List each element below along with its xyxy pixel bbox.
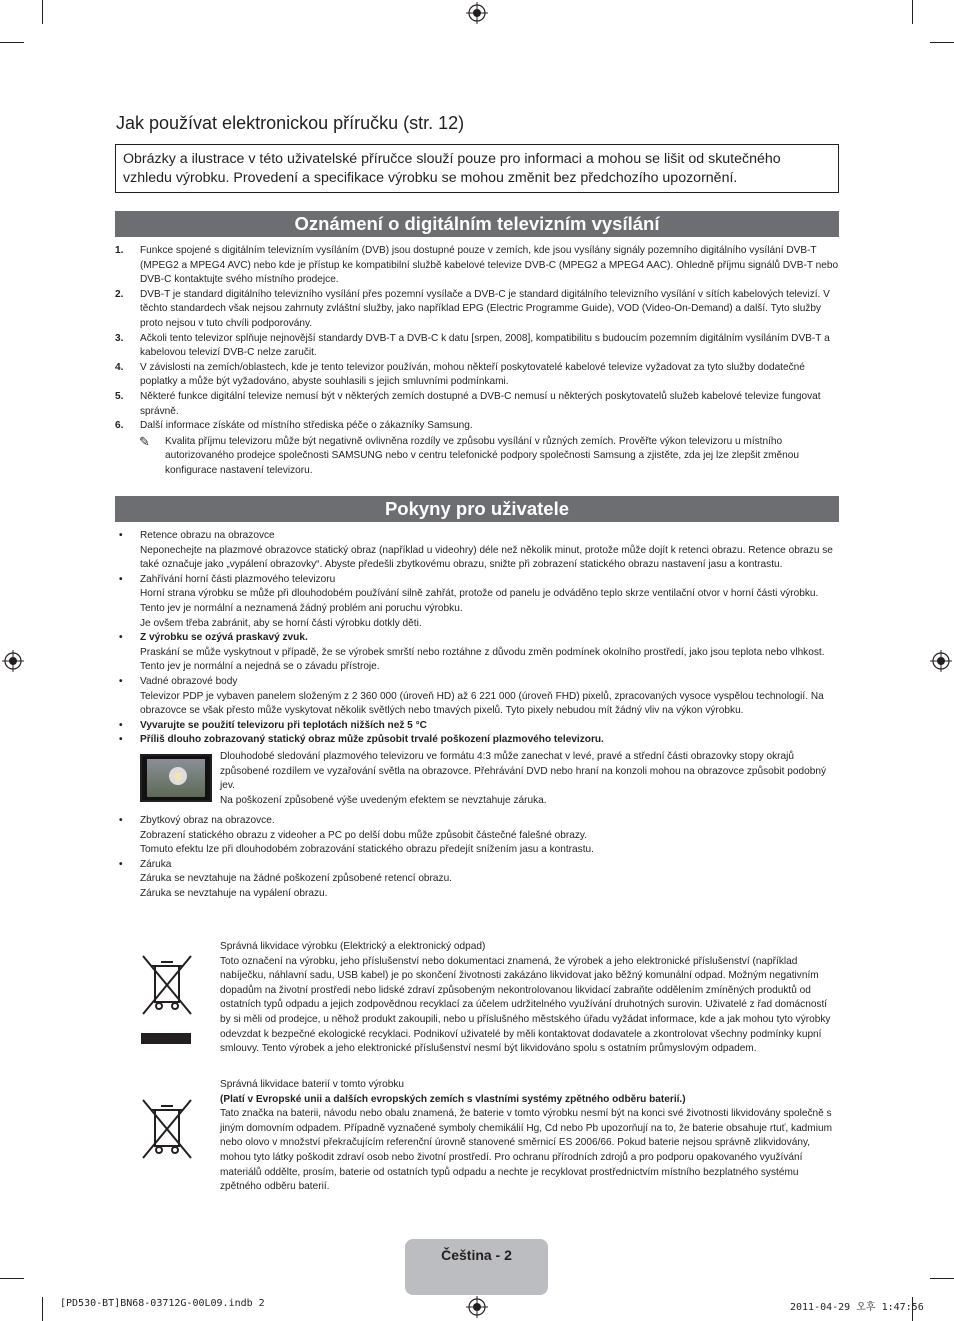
crop-mark: [0, 1278, 24, 1279]
bullet-icon: •: [119, 573, 123, 585]
crop-mark: [42, 1297, 43, 1321]
tv-screen-image: [140, 754, 212, 802]
bullet-paragraph: Neponechejte na plazmové obrazovce statický obraz (například u videohry) déle než několik minut, protože může dojít k retenci obrazu. Retence obrazu se také označuje jako „vypálení obrazovky“. Abyste předešli zbytkovému obrazu, snižte při zobrazení statického obrazu nastavení jasu a kontrastu.: [140, 544, 833, 571]
disposal-text: Toto označení na výrobku, jeho příslušenství nebo dokumentaci znamená, že výrobek a jeho elektronické příslušenství (například nabíječku, náhlavní sadu, USB kabel) je po skončení životnosti zakázáno likvidovat jako běžný komunální odpad. Možným negativním dopadům na životní prostředí nebo lidské zdraví způsobeným nekontrolovanou likvidací zabraňte oddělením zmíněných produktů od ostatních typů odpadu a jejich zodpovědnou recyklací za účelem udržitelného využívání druhotných surovin. Uživatelé z řad domácností by si měli od prodejce, u něhož produkt zakoupili, nebo u příslušného městského úřadu vyžádat informace, kde a jak mohou tyto výrobky odevzdat k bezpečné ekologické recyklaci. Podnikoví uživatelé by měli kontaktovat dodavatele a zkontrolovat všechny podmínky kupní smlouvy. Tento výrobek a jeho elektronické příslušenství nesmí být likvidováno spolu s ostatním průmyslovým odpadem.: [220, 955, 831, 1055]
page-number-tab: Čeština - 2: [405, 1239, 548, 1295]
bullet-title: Retence obrazu na obrazovce: [140, 530, 275, 541]
list-item: [115, 361, 839, 390]
item-number: 2.: [115, 288, 124, 300]
list-item: [115, 529, 839, 573]
disposal-title: Správná likvidace baterií v tomto výrobku: [220, 1079, 405, 1090]
bullet-title: Příliš dlouho zobrazovaný statický obraz může způsobit trvalé poškození plazmového televizoru.: [140, 734, 604, 746]
burn-in-paragraph: Na poškození způsobené výše uvedeným efektem se nevztahuje záruka.: [220, 794, 547, 806]
bullet-paragraph: Televizor PDP je vybaven panelem složeným z 2 360 000 (úroveň HD) až 6 221 000 (úroveň FHD) pixelů, zpracovaných vysoce vyspělou technologií. Na obrazovce se však přesto může vyskytovat několik světlých nebo tmavých pixelů. Tyto pixely nebudou mít žádný vliv na výkon výrobku.: [140, 690, 824, 717]
registration-mark-icon: [930, 650, 952, 672]
list-item: [115, 858, 839, 902]
item-text: Některé funkce digitální televize nemusí být v některých zemích dostupné a DVB-C nemusí u některých poskytovatelů služeb kabelové televize fungovat správně.: [140, 390, 821, 417]
list-item: [115, 332, 839, 361]
bullet-title: Záruka: [140, 858, 172, 870]
digital-broadcast-list: [115, 244, 839, 479]
list-item: [115, 814, 839, 858]
user-instructions-list: [115, 529, 839, 901]
bullet-paragraph: Zobrazení statického obrazu z videoher a PC po delší dobu může způsobit částečné falešné obrazy.: [140, 829, 587, 841]
item-number: 1.: [115, 245, 124, 256]
bullet-title: Z výrobku se ozývá praskavý zvuk.: [140, 632, 308, 644]
item-text: Funkce spojené s digitálním televizním vysíláním (DVB) jsou dostupné pouze v zemích, kde jsou vysílány signály pozemního digitálního vysílání DVB-T (MPEG2 a MPEG4 AVC) nebo kde je přístup ke kompatibilní službě kabelové televize DVB-C (MPEG2 a MPEG4 AAC). Ohledně příjmu signálů DVB-T nebo DVB-C kontaktujte svého místního prodejce.: [140, 245, 839, 286]
bullet-title: Zahřívání horní části plazmového televizoru: [140, 573, 336, 585]
battery-disposal: [115, 1078, 839, 1195]
bullet-icon: •: [119, 530, 123, 541]
item-number: 4.: [115, 361, 124, 373]
bullet-paragraph: Záruka se nevztahuje na žádné poškození způsobené retencí obrazu.: [140, 873, 452, 885]
bullet-icon: •: [119, 632, 123, 644]
bullet-paragraph: Tomuto efektu lze při dlouhodobém zobrazování statického obrazu předejít snížením jasu a kontrastu.: [140, 844, 594, 856]
bullet-icon: •: [119, 719, 123, 731]
crop-mark: [42, 0, 43, 24]
crop-mark: [930, 1278, 954, 1279]
item-text: Ačkoli tento televizor splňuje nejnovější standardy DVB-T a DVB-C k datu [srpen, 2008], kompatibilitu s budoucím pozemním digitálním vysíláním DVB-T a kabelovou televizí DVB-C nelze zaručit.: [140, 332, 830, 359]
print-timestamp: 2011-04-29 오후 1:47:56: [790, 1302, 924, 1313]
note: [115, 435, 839, 479]
bullet-icon: •: [119, 675, 123, 687]
list-item: [115, 390, 839, 419]
note-text: Kvalita příjmu televizoru může být negativně ovlivněna rozdíly ve způsobu vysílání v různých zemích. Prověřte výkon televizoru u místního autorizovaného prodejce společnosti SAMSUNG nebo v centru telefonické podpory společnosti Samsung a zjistěte, zda jej lze zlepšit změnou konfigurace nastavení televizoru.: [165, 435, 800, 476]
crossed-out-wheelie-bin-icon: [137, 1096, 197, 1170]
section-title-digital-broadcast: Oznámení o digitálním televizním vysílání: [115, 211, 839, 237]
list-item: [115, 631, 839, 675]
bullet-paragraph: Horní strana výrobku se může při dlouhodobém používání silně zahřát, protože od panelu je odváděno teplo skrze ventilační otvor v horní části výrobku.: [140, 588, 819, 600]
list-item: [115, 244, 839, 288]
file-slug: [PD530-BT]BN68-03712G-00L09.indb 2: [60, 1298, 265, 1309]
list-item: [115, 733, 839, 748]
list-item: [115, 419, 839, 434]
crop-mark: [930, 42, 954, 43]
weee-disposal: [115, 940, 839, 1057]
burn-in-paragraph: Dlouhodobé sledování plazmového televizoru ve formátu 4:3 může zanechat v levé, pravé a střední části obrazovky stopy okrajů způsobené rozdílem ve vyzařování světla na obrazovce. Přehrávání DVD nebo hraní na konzoli mohou na obrazovce způsobit podobný jev.: [220, 750, 826, 792]
bullet-title: Vadné obrazové body: [140, 675, 238, 687]
disposal-subtitle: (Platí v Evropské unii a dalších evropských zemích s vlastními systémy zpětného odběru baterií.): [220, 1093, 686, 1105]
item-number: 3.: [115, 332, 124, 344]
black-bar-marking: [141, 1033, 191, 1044]
item-text: V závislosti na zemích/oblastech, kde je tento televizor používán, mohou někteří poskytovatelé kabelové televize vyžadovat za tyto služby dodatečné poplatky a může být vyžadováno, abyste souhlasili s jejich smluvními podmínkami.: [140, 361, 805, 388]
section-title-user-instructions: Pokyny pro uživatele: [115, 496, 839, 522]
bullet-icon: •: [119, 734, 123, 746]
bullet-title: Zbytkový obraz na obrazovce.: [140, 814, 275, 826]
item-number: 5.: [115, 390, 124, 402]
registration-mark-icon: [466, 2, 488, 24]
bullet-icon: •: [119, 858, 123, 870]
pencil-note-icon: ✎: [139, 433, 150, 449]
list-item: [115, 675, 839, 719]
burn-in-example: [140, 750, 839, 810]
bullet-paragraph: Záruka se nevztahuje na vypálení obrazu.: [140, 887, 328, 899]
bullet-paragraph: Je ovšem třeba zabránit, aby se horní části výrobku dotkly děti.: [140, 617, 422, 629]
crossed-out-wheelie-bin-icon: [137, 952, 197, 1026]
crop-mark: [912, 0, 913, 24]
crop-mark: [0, 42, 24, 43]
bullet-paragraph: Tento jev je normální a neznamená žádný problém ani poruchu výrobku.: [140, 602, 463, 614]
bullet-icon: •: [119, 814, 123, 826]
disposal-text: Tato značka na baterii, návodu nebo obalu znamená, že baterie v tomto výrobku nesmí být na konci své životnosti likvidovány společně s jiným domovním odpadem. Případně vyznačené symboly chemikálií Hg, Cd nebo Pb upozorňují na to, že baterie obsahuje rtuť, kadmium nebo olovo v množství překračujícím referenční úrovně stanovené směrnicí ES 2006/66. Pokud baterie nejsou správně zlikvidovány, mohou tyto látky poškodit zdraví osob nebo životní prostředí. Pro ochranu přírodních zdrojů a pro podporu opakovaného využívání materiálů oddělte, prosím, baterie od ostatních typů odpadu a nechte je recyklovat prostřednictvím místního bezplatného systému zpětného odběru baterií.: [220, 1108, 832, 1193]
bullet-title: Vyvarujte se použití televizoru při teplotách nižších než 5 °C: [140, 719, 427, 731]
bullet-paragraph: Praskání se může vyskytnout v případě, že se výrobek smrští nebo roztáhne z důvodu změn podmínek okolního prostředí, jako jsou teplota nebo vlhkost. Tento jev je normální a nejedná se o závadu přístroje.: [140, 646, 825, 673]
item-text: DVB-T je standard digitálního televizního vysílání přes pozemní vysílače a DVB-C je standard digitálního televizního vysílání v sítích kabelových televizí. V těchto standardech však nejsou zahrnuty zvláštní služby, jako například EPG (Electric Programme Guide), VOD (Video-On-Demand) a další. Tyto služby proto nejsou v tuto chvíli podporovány.: [140, 288, 830, 329]
registration-mark-icon: [2, 650, 24, 672]
registration-mark-icon: [466, 1296, 488, 1318]
page-heading: Jak používat elektronickou příručku (str. 12): [116, 113, 465, 133]
disclaimer-box: Obrázky a ilustrace v této uživatelské příručce slouží pouze pro informaci a mohou se lišit od skutečného vzhledu výrobku. Provedení a specifikace výrobku se mohou změnit bez předchozího upozornění.: [115, 144, 839, 193]
list-item: [115, 719, 839, 734]
disposal-title: Správná likvidace výrobku (Elektrický a elektronický odpad): [220, 941, 486, 952]
list-item: [115, 573, 839, 631]
list-item: [115, 288, 839, 332]
item-number: 6.: [115, 420, 124, 432]
item-text: Další informace získáte od místního střediska péče o zákazníky Samsung.: [140, 420, 473, 432]
